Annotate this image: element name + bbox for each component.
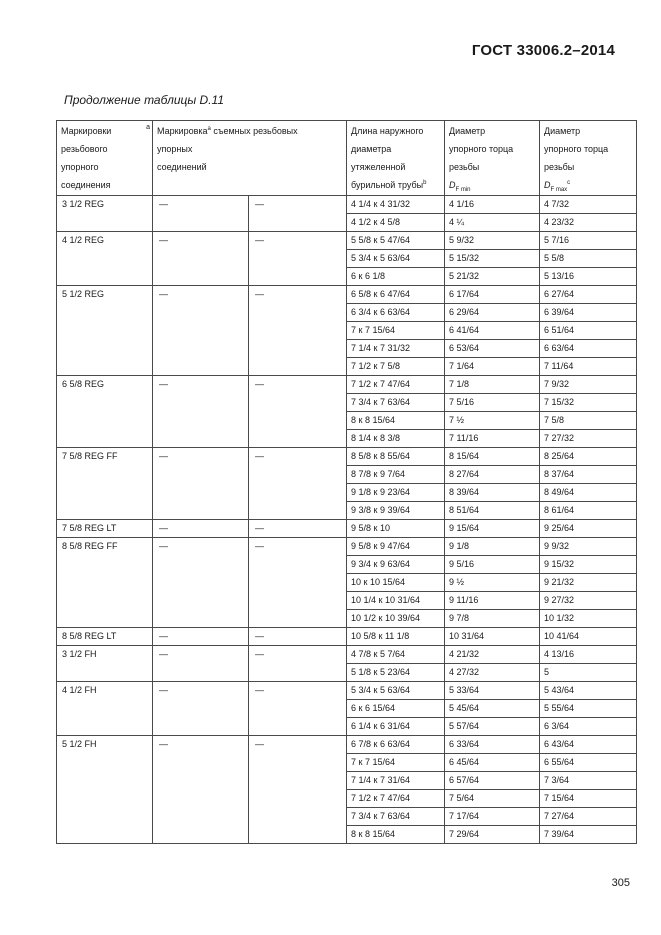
dfmin-cell: 6 17/64 (445, 286, 540, 304)
header-col4-symbol: D (449, 180, 456, 190)
header-col-outer-diameter-length (347, 121, 445, 196)
removable-mark-cell: — (249, 196, 347, 232)
dfmin-cell: 7 11/16 (445, 430, 540, 448)
header-col1-line1: Маркировки (61, 126, 112, 136)
table-body (57, 196, 637, 844)
header-col3-line3: утяжеленной (351, 162, 406, 172)
outer-diameter-length-cell: 7 1/2 к 7 5/8 (347, 358, 445, 376)
outer-diameter-length-cell: 5 3/4 к 5 63/64 (347, 682, 445, 700)
dfmax-cell: 6 43/64 (540, 736, 637, 754)
outer-diameter-length-cell: 7 1/2 к 7 47/64 (347, 790, 445, 808)
outer-diameter-length-cell: 7 1/2 к 7 47/64 (347, 376, 445, 394)
dfmax-cell: 9 25/64 (540, 520, 637, 538)
dfmin-cell: 9 ½ (445, 574, 540, 592)
connection-mark-cell: 7 5/8 REG LT (57, 520, 153, 538)
dfmin-cell: 6 57/64 (445, 772, 540, 790)
dfmax-cell: 7 27/32 (540, 430, 637, 448)
header-col-dfmax (540, 121, 637, 196)
dfmax-cell: 4 23/32 (540, 214, 637, 232)
outer-diameter-length-cell: 8 1/4 к 8 3/8 (347, 430, 445, 448)
header-col-dfmin (445, 121, 540, 196)
dfmax-cell: 7 15/32 (540, 394, 637, 412)
thread-dimensions-table (56, 120, 637, 844)
connection-mark-cell: 6 5/8 REG (57, 376, 153, 448)
header-col4-subscript: F min (455, 186, 471, 193)
removable-mark-cell: — (153, 646, 249, 682)
outer-diameter-length-cell: 10 1/2 к 10 39/64 (347, 610, 445, 628)
dfmax-cell: 10 1/32 (540, 610, 637, 628)
header-col-removable-mark (153, 121, 347, 196)
outer-diameter-length-cell: 5 1/8 к 5 23/64 (347, 664, 445, 682)
dfmax-cell: 7 39/64 (540, 826, 637, 844)
dfmax-cell: 5 43/64 (540, 682, 637, 700)
removable-mark-cell: — (249, 286, 347, 376)
outer-diameter-length-cell: 6 к 6 15/64 (347, 700, 445, 718)
outer-diameter-length-cell: 6 к 6 1/8 (347, 268, 445, 286)
outer-diameter-length-cell: 10 1/4 к 10 31/64 (347, 592, 445, 610)
page-number: 305 (611, 877, 630, 889)
dfmax-cell: 5 55/64 (540, 700, 637, 718)
outer-diameter-length-cell: 6 5/8 к 6 47/64 (347, 286, 445, 304)
dfmax-cell: 8 37/64 (540, 466, 637, 484)
table-row (57, 520, 637, 538)
removable-mark-cell: — (249, 232, 347, 286)
removable-mark-cell: — (153, 538, 249, 628)
outer-diameter-length-cell: 9 1/8 к 9 23/64 (347, 484, 445, 502)
outer-diameter-length-cell: 8 7/8 к 9 7/64 (347, 466, 445, 484)
header-col-connection-mark (57, 121, 153, 196)
dfmax-cell: 7 27/64 (540, 808, 637, 826)
dfmax-cell: 4 13/16 (540, 646, 637, 664)
header-col2-superscript: a (207, 126, 211, 132)
table-row (57, 232, 637, 250)
header-col3-line4: бурильной трубы (351, 180, 424, 190)
removable-mark-cell: — (153, 628, 249, 646)
dfmax-cell: 5 7/16 (540, 232, 637, 250)
removable-mark-cell: — (249, 682, 347, 736)
header-col5-line1: Диаметр (544, 126, 581, 136)
connection-mark-cell: 7 5/8 REG FF (57, 448, 153, 520)
dfmin-cell: 8 27/64 (445, 466, 540, 484)
header-col2-line3: соединений (157, 162, 207, 172)
header-col1-superscript: a (146, 124, 150, 131)
dfmin-cell: 6 29/64 (445, 304, 540, 322)
connection-mark-cell: 8 5/8 REG LT (57, 628, 153, 646)
dfmin-cell: 6 41/64 (445, 322, 540, 340)
table-row (57, 646, 637, 664)
document-code: ГОСТ 33006.2–2014 (471, 42, 615, 59)
dfmax-cell: 9 9/32 (540, 538, 637, 556)
outer-diameter-length-cell: 4 7/8 к 5 7/64 (347, 646, 445, 664)
removable-mark-cell: — (249, 448, 347, 520)
dfmax-cell: 6 39/64 (540, 304, 637, 322)
table-row (57, 286, 637, 304)
dfmin-cell: 8 51/64 (445, 502, 540, 520)
dfmin-cell: 4 1/16 (445, 196, 540, 214)
removable-mark-cell: — (153, 196, 249, 232)
dfmax-cell: 10 41/64 (540, 628, 637, 646)
outer-diameter-length-cell: 5 5/8 к 5 47/64 (347, 232, 445, 250)
header-col5-superscript: c (567, 180, 571, 186)
header-col4-line1: Диаметр (449, 126, 486, 136)
outer-diameter-length-cell: 4 1/2 к 4 5/8 (347, 214, 445, 232)
table-row (57, 448, 637, 466)
dfmin-cell: 10 31/64 (445, 628, 540, 646)
dfmax-cell: 6 3/64 (540, 718, 637, 736)
outer-diameter-length-cell: 4 1/4 к 4 31/32 (347, 196, 445, 214)
dfmin-cell: 9 1/8 (445, 538, 540, 556)
outer-diameter-length-cell: 8 к 8 15/64 (347, 826, 445, 844)
dfmin-cell: 9 11/16 (445, 592, 540, 610)
outer-diameter-length-cell: 7 3/4 к 7 63/64 (347, 394, 445, 412)
table-row (57, 196, 637, 214)
outer-diameter-length-cell: 9 3/8 к 9 39/64 (347, 502, 445, 520)
outer-diameter-length-cell: 7 3/4 к 7 63/64 (347, 808, 445, 826)
header-col2-line1: Маркировка (157, 126, 208, 136)
dfmin-cell: 6 45/64 (445, 754, 540, 772)
connection-mark-cell: 5 1/2 FH (57, 736, 153, 844)
header-col4-line2-text: упорного торца (449, 144, 514, 154)
header-col5-symbol: D (544, 180, 551, 190)
outer-diameter-length-cell: 8 к 8 15/64 (347, 412, 445, 430)
dfmin-cell: 5 9/32 (445, 232, 540, 250)
header-col5-line3: резьбы (544, 162, 575, 172)
dfmax-cell: 6 51/64 (540, 322, 637, 340)
header-col4-line3: резьбы (449, 162, 480, 172)
outer-diameter-length-cell: 6 3/4 к 6 63/64 (347, 304, 445, 322)
connection-mark-cell: 8 5/8 REG FF (57, 538, 153, 628)
dfmin-cell: 5 21/32 (445, 268, 540, 286)
connection-mark-cell: 4 1/2 REG (57, 232, 153, 286)
dfmax-cell: 9 21/32 (540, 574, 637, 592)
dfmin-cell: 7 17/64 (445, 808, 540, 826)
outer-diameter-length-cell: 9 5/8 к 10 (347, 520, 445, 538)
header-col3-line1: Длина наружного (351, 126, 424, 136)
dfmax-cell: 7 9/32 (540, 376, 637, 394)
dfmin-cell: 7 1/64 (445, 358, 540, 376)
table-row (57, 628, 637, 646)
dfmin-cell: 4 ¼ (445, 214, 540, 232)
dfmax-cell: 6 27/64 (540, 286, 637, 304)
table-row (57, 376, 637, 394)
connection-mark-cell: 3 1/2 FH (57, 646, 153, 682)
header-col3-superscript: b (423, 180, 427, 186)
dfmin-cell: 7 5/16 (445, 394, 540, 412)
dfmax-cell: 8 61/64 (540, 502, 637, 520)
outer-diameter-length-cell: 5 3/4 к 5 63/64 (347, 250, 445, 268)
dfmin-cell: 4 27/32 (445, 664, 540, 682)
table-row (57, 538, 637, 556)
outer-diameter-length-cell: 7 1/4 к 7 31/64 (347, 772, 445, 790)
dfmax-cell: 5 5/8 (540, 250, 637, 268)
removable-mark-cell: — (153, 682, 249, 736)
outer-diameter-length-cell: 8 5/8 к 8 55/64 (347, 448, 445, 466)
dfmax-cell: 7 15/64 (540, 790, 637, 808)
dfmax-cell: 4 7/32 (540, 196, 637, 214)
dfmin-cell: 9 5/16 (445, 556, 540, 574)
dfmin-cell: 7 1/8 (445, 376, 540, 394)
removable-mark-cell: — (249, 646, 347, 682)
outer-diameter-length-cell: 7 к 7 15/64 (347, 754, 445, 772)
outer-diameter-length-cell: 10 к 10 15/64 (347, 574, 445, 592)
dfmin-cell: 5 57/64 (445, 718, 540, 736)
removable-mark-cell: — (249, 520, 347, 538)
dfmin-cell: 6 53/64 (445, 340, 540, 358)
dfmin-cell: 7 29/64 (445, 826, 540, 844)
removable-mark-cell: — (153, 448, 249, 520)
outer-diameter-length-cell: 6 7/8 к 6 63/64 (347, 736, 445, 754)
header-col2-line2: упорных (157, 144, 193, 154)
removable-mark-cell: — (153, 736, 249, 844)
dfmax-cell: 5 13/16 (540, 268, 637, 286)
header-col5-line2: упорного торца (544, 144, 609, 154)
dfmin-cell: 5 15/32 (445, 250, 540, 268)
removable-mark-cell: — (249, 538, 347, 628)
table-caption: Продолжение таблицы D.11 (64, 93, 225, 107)
dfmin-cell: 5 45/64 (445, 700, 540, 718)
dfmax-cell: 8 25/64 (540, 448, 637, 466)
header-col4-line2 (449, 140, 537, 158)
outer-diameter-length-cell: 10 5/8 к 11 1/8 (347, 628, 445, 646)
table-row (57, 736, 637, 754)
header-col1-line4: соединения (61, 180, 111, 190)
dfmin-cell: 9 7/8 (445, 610, 540, 628)
header-col2-line1-rest: съемных резьбовых (210, 126, 298, 136)
removable-mark-cell: — (153, 520, 249, 538)
dfmin-cell: 7 5/64 (445, 790, 540, 808)
dfmin-cell: 4 21/32 (445, 646, 540, 664)
dfmax-cell: 8 49/64 (540, 484, 637, 502)
removable-mark-cell: — (249, 376, 347, 448)
outer-diameter-length-cell: 9 3/4 к 9 63/64 (347, 556, 445, 574)
dfmax-cell: 7 11/64 (540, 358, 637, 376)
dfmax-cell: 9 15/32 (540, 556, 637, 574)
dfmax-cell: 5 (540, 664, 637, 682)
connection-mark-cell: 4 1/2 FH (57, 682, 153, 736)
dfmax-cell: 6 55/64 (540, 754, 637, 772)
removable-mark-cell: — (153, 286, 249, 376)
dfmin-cell: 8 15/64 (445, 448, 540, 466)
table-row (57, 682, 637, 700)
outer-diameter-length-cell: 6 1/4 к 6 31/64 (347, 718, 445, 736)
connection-mark-cell: 5 1/2 REG (57, 286, 153, 376)
dfmin-cell: 7 ½ (445, 412, 540, 430)
dfmax-cell: 9 27/32 (540, 592, 637, 610)
dfmin-cell: 8 39/64 (445, 484, 540, 502)
removable-mark-cell: — (153, 232, 249, 286)
outer-diameter-length-cell: 7 к 7 15/64 (347, 322, 445, 340)
table-header-row (57, 121, 637, 196)
dfmin-cell: 5 33/64 (445, 682, 540, 700)
header-col3-line2: диаметра (351, 144, 392, 154)
header-col1-line3: упорного (61, 162, 99, 172)
outer-diameter-length-cell: 9 5/8 к 9 47/64 (347, 538, 445, 556)
removable-mark-cell: — (249, 628, 347, 646)
removable-mark-cell: — (153, 376, 249, 448)
removable-mark-cell: — (249, 736, 347, 844)
dfmax-cell: 7 5/8 (540, 412, 637, 430)
dfmax-cell: 7 3/64 (540, 772, 637, 790)
dfmax-cell: 6 63/64 (540, 340, 637, 358)
header-col1-line2: резьбового (61, 144, 108, 154)
outer-diameter-length-cell: 7 1/4 к 7 31/32 (347, 340, 445, 358)
dfmin-cell: 9 15/64 (445, 520, 540, 538)
connection-mark-cell: 3 1/2 REG (57, 196, 153, 232)
dfmin-cell: 6 33/64 (445, 736, 540, 754)
header-col5-subscript: F max (550, 186, 568, 193)
